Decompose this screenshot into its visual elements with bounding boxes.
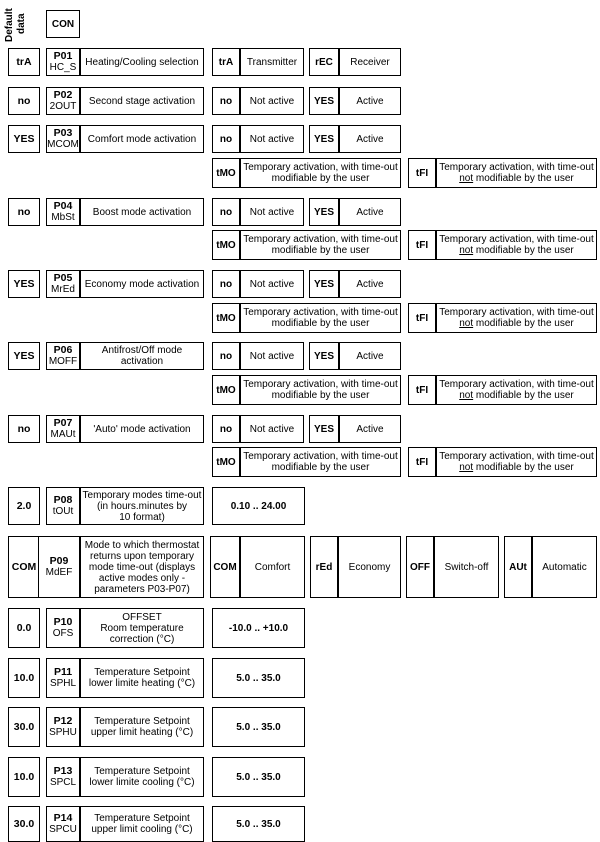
option-text: Not active (240, 198, 304, 226)
option-text: Active (339, 87, 401, 115)
option-code: YES (309, 342, 339, 370)
option-code: YES (309, 87, 339, 115)
param-code: P09 MdEF (38, 536, 80, 598)
range-value: 5.0 .. 35.0 (212, 757, 305, 797)
param-description: Second stage activation (80, 87, 204, 115)
range-value: 5.0 .. 35.0 (212, 806, 305, 842)
param-description: Comfort mode activation (80, 125, 204, 153)
default-header-line2: data (16, 13, 27, 34)
param-code: P10 OFS (46, 608, 80, 648)
option-code: no (212, 415, 240, 443)
param-description: OFFSET Room temperature correction (°C) (80, 608, 204, 648)
option-text: Not active (240, 125, 304, 153)
default-value: YES (8, 270, 40, 298)
tmo-code: tMO (212, 375, 240, 405)
tfi-text: Temporary activation, with time-out not modifiable by the user (436, 230, 597, 260)
default-value: 0.0 (8, 608, 40, 648)
default-value: no (8, 87, 40, 115)
con-header: CON (46, 10, 80, 38)
option-code: no (212, 125, 240, 153)
default-value: YES (8, 342, 40, 370)
default-value: 30.0 (8, 806, 40, 842)
option-code: no (212, 87, 240, 115)
tfi-code: tFI (408, 303, 436, 333)
option-text: Transmitter (240, 48, 304, 76)
range-value: 0.10 .. 24.00 (212, 487, 305, 525)
param-code: P04 MbSt (46, 198, 80, 226)
param-code: P01 HC_S (46, 48, 80, 76)
tmo-text: Temporary activation, with time-out modifiable by the user (240, 447, 401, 477)
option-code: YES (309, 415, 339, 443)
tmo-code: tMO (212, 447, 240, 477)
default-value: trA (8, 48, 40, 76)
tfi-code: tFI (408, 230, 436, 260)
default-data-header (4, 4, 40, 40)
param-description: Temperature Setpoint upper limit cooling (°C) (80, 806, 204, 842)
default-header-line1: Default (4, 8, 15, 42)
option-text: Not active (240, 342, 304, 370)
param-code: P06 MOFF (46, 342, 80, 370)
default-value: no (8, 415, 40, 443)
default-value: no (8, 198, 40, 226)
param-code: P12 SPHU (46, 707, 80, 747)
param-code: P08 tOUt (46, 487, 80, 525)
tfi-text: Temporary activation, with time-out not modifiable by the user (436, 447, 597, 477)
option-code: rEC (309, 48, 339, 76)
param-code: P07 MAUt (46, 415, 80, 443)
param-code: P11 SPHL (46, 658, 80, 698)
option-text: Comfort (240, 536, 305, 598)
range-value: -10.0 .. +10.0 (212, 608, 305, 648)
option-code: no (212, 342, 240, 370)
default-value: COM (8, 536, 40, 598)
param-description: Heating/Cooling selection (80, 48, 204, 76)
default-value: YES (8, 125, 40, 153)
default-value: 10.0 (8, 757, 40, 797)
param-description: Boost mode activation (80, 198, 204, 226)
range-value: 5.0 .. 35.0 (212, 707, 305, 747)
option-text: Not active (240, 87, 304, 115)
tfi-code: tFI (408, 375, 436, 405)
option-code: no (212, 270, 240, 298)
param-code: P14 SPCU (46, 806, 80, 842)
param-code: P02 2OUT (46, 87, 80, 115)
param-description: Antifrost/Off mode activation (80, 342, 204, 370)
tmo-code: tMO (212, 230, 240, 260)
option-code: no (212, 198, 240, 226)
option-code: YES (309, 125, 339, 153)
option-code: trA (212, 48, 240, 76)
param-code: P13 SPCL (46, 757, 80, 797)
tfi-text: Temporary activation, with time-out not modifiable by the user (436, 158, 597, 188)
tfi-code: tFI (408, 158, 436, 188)
option-text: Active (339, 342, 401, 370)
option-code: COM (210, 536, 240, 598)
param-description: Temporary modes time-out (in hours.minutes by 10 format) (80, 487, 204, 525)
param-description: Temperature Setpoint lower limite heating (°C) (80, 658, 204, 698)
tmo-text: Temporary activation, with time-out modifiable by the user (240, 158, 401, 188)
tfi-text: Temporary activation, with time-out not modifiable by the user (436, 303, 597, 333)
tmo-text: Temporary activation, with time-out modifiable by the user (240, 303, 401, 333)
default-value: 30.0 (8, 707, 40, 747)
option-text: Switch-off (434, 536, 499, 598)
option-code: YES (309, 270, 339, 298)
default-value: 10.0 (8, 658, 40, 698)
option-code: YES (309, 198, 339, 226)
tfi-code: tFI (408, 447, 436, 477)
tmo-code: tMO (212, 158, 240, 188)
param-description: Temperature Setpoint upper limit heating (°C) (80, 707, 204, 747)
tmo-code: tMO (212, 303, 240, 333)
tmo-text: Temporary activation, with time-out modifiable by the user (240, 230, 401, 260)
option-text: Active (339, 125, 401, 153)
option-text: Active (339, 198, 401, 226)
option-text: Active (339, 270, 401, 298)
option-text: Not active (240, 415, 304, 443)
option-code: AUt (504, 536, 532, 598)
option-text: Automatic (532, 536, 597, 598)
option-text: Not active (240, 270, 304, 298)
default-value: 2.0 (8, 487, 40, 525)
range-value: 5.0 .. 35.0 (212, 658, 305, 698)
tmo-text: Temporary activation, with time-out modifiable by the user (240, 375, 401, 405)
param-code: P03 MCOM (46, 125, 80, 153)
param-description: 'Auto' mode activation (80, 415, 204, 443)
option-code: rEd (310, 536, 338, 598)
tfi-text: Temporary activation, with time-out not modifiable by the user (436, 375, 597, 405)
option-code: OFF (406, 536, 434, 598)
option-text: Receiver (339, 48, 401, 76)
option-text: Active (339, 415, 401, 443)
option-text: Economy (338, 536, 401, 598)
param-code: P05 MrEd (46, 270, 80, 298)
param-description: Temperature Setpoint lower limite cooling (°C) (80, 757, 204, 797)
param-description: Economy mode activation (80, 270, 204, 298)
param-description: Mode to which thermostat returns upon temporary mode time-out (displays active modes only - parameters P03-P07) (80, 536, 204, 598)
